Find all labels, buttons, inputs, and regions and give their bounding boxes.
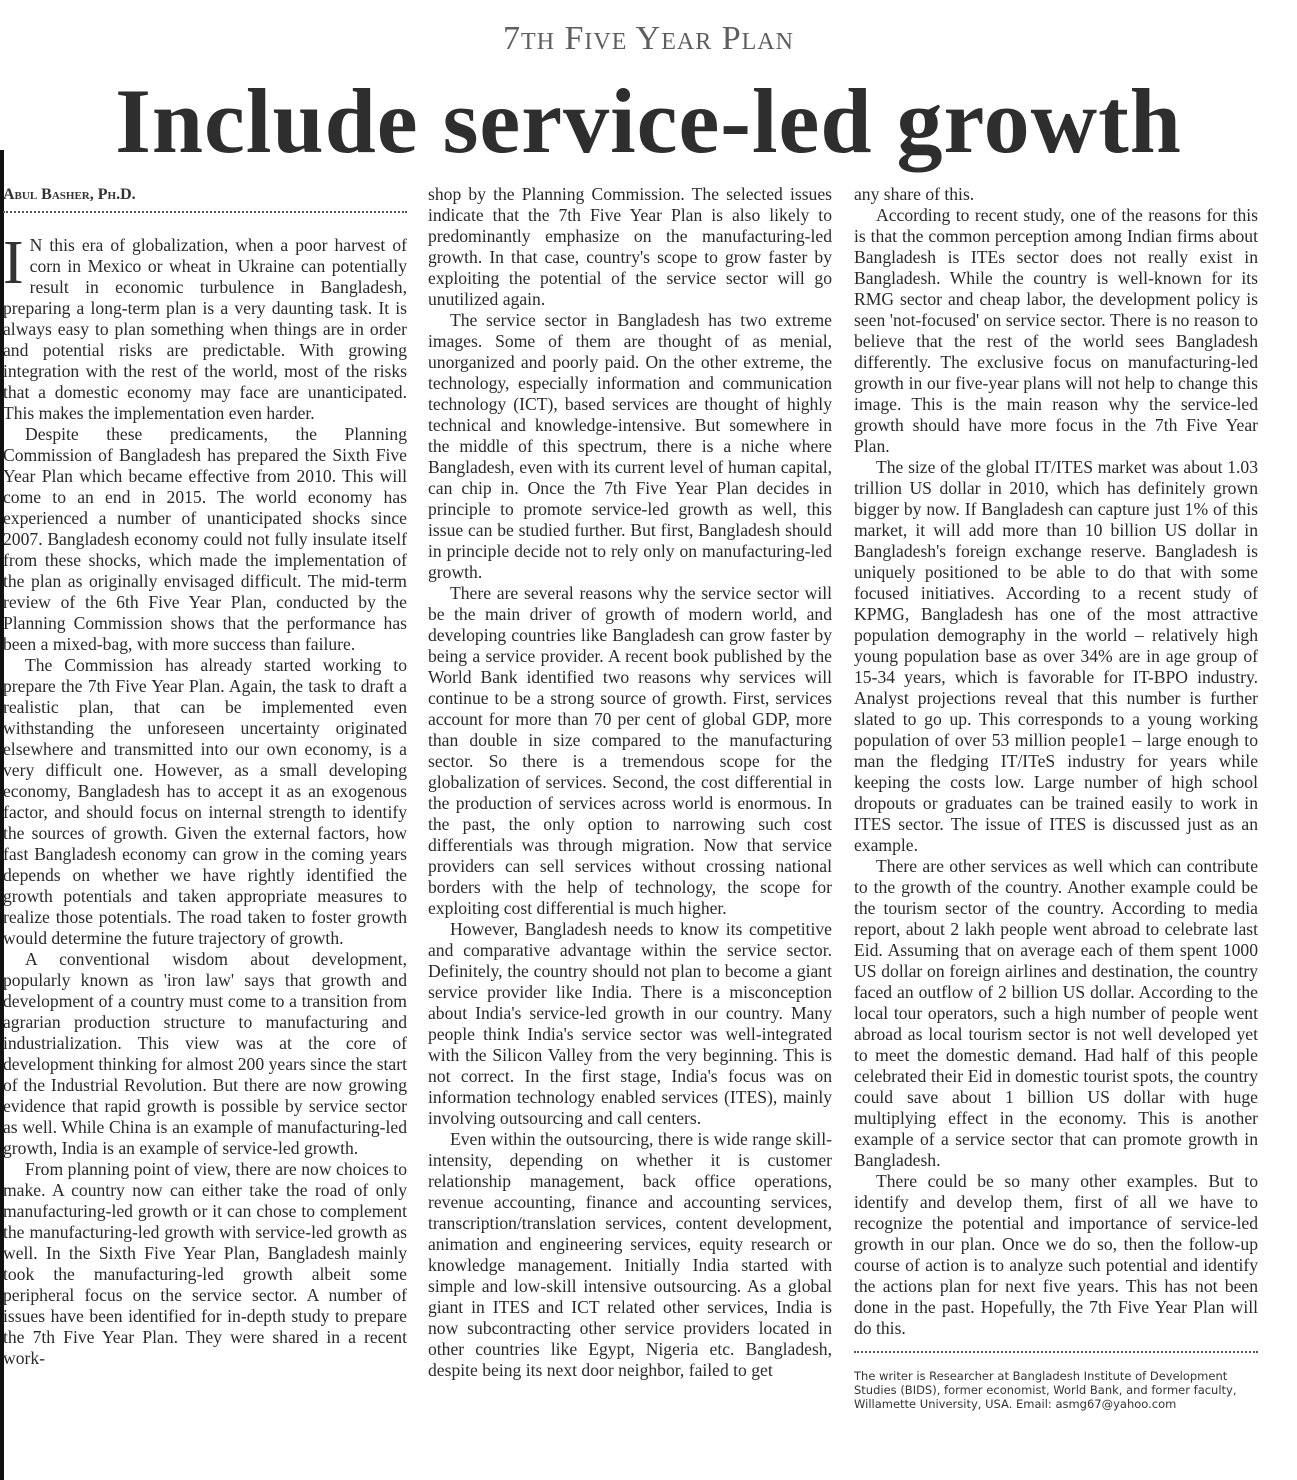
paragraph: There are several reasons why the service sector will be the main driver of growth of modern world, and developing countries like Bangladesh can grow faster by being a service provider. A recent book published by the World Bank identified two reasons why services will continue to be a strong source of growth. First, services account for more than 70 per cent of global GDP, more than double in size compared to the manufacturing sector. So there is a tremendous scope for the globalization of services. Second, the cost differential in the production of services across world is enormous. In the past, the only option to narrowing such cost differentials was through migration. Now that service providers can sell services without crossing national borders with the help of technology, the scope for exploiting cost differential is much higher.: [428, 583, 832, 918]
paragraph: There are other services as well which can contribute to the growth of the country. Another example could be the tourism sector of the country. According to media report, about 2 lakh people went abroad to celebrate last Eid. Assuming that on average each of them spent 1000 US dollar on foreign airlines and destination, the country faced an outflow of 2 billion US dollar. According to the local tour operators, such a high number of people went abroad as local tourism sector is not well developed yet to meet the domestic demand. Had half of this people celebrated their Eid in domestic tourist spots, the country could save about 1 billion US dollar with huge multiplying effect in the economy. This is another example of a service sector that can promote growth in Bangladesh.: [854, 856, 1258, 1170]
article-column-2: [428, 184, 832, 1480]
article-column-3: [854, 184, 1258, 1480]
drop-cap: I: [3, 229, 24, 297]
paragraph-text: N this era of globalization, when a poor harvest of corn in Mexico or wheat in Ukraine can potentially result in economic turbulence in Bangladesh, preparing a long-term plan is a very daunting task. It is always easy to plan something when things are in order and potential risks are predictable. With growing integration with the rest of the world, most of the risks that a domestic economy may face are unanticipated. This makes the implementation even harder.: [3, 235, 407, 423]
paragraph: Despite these predicaments, the Planning Commission of Bangladesh has prepared the Sixth Five Year Plan which became effective from 2010. This will come to an end in 2015. The world economy has experienced a number of unanticipated shocks since 2007. Bangladesh economy could not fully insulate itself from these shocks, which made the implementation of the plan as originally envisaged difficult. The mid-term review of the 6th Five Year Plan, conducted by the Planning Commission shows that the performance has been a mixed-bag, with more success than failure.: [3, 424, 407, 654]
paragraph: The Commission has already started working to prepare the 7th Five Year Plan. Again, the task to draft a realistic plan, that can be implemented even withstanding the unforeseen uncertainty originated elsewhere and transmitted into our own economy, is a very difficult one. However, as a small developing economy, Bangladesh has to accept it as an exogenous factor, and should focus on internal strength to identify the sources of growth. Given the external factors, how fast Bangladesh economy can grow in the coming years depends on whether we have rightly identified the growth potentials and taken appropriate measures to realize those potentials. The road taken to foster growth would determine the future trajectory of growth.: [3, 655, 407, 948]
paragraph: The service sector in Bangladesh has two extreme images. Some of them are thought of as menial, unorganized and poorly paid. On the other extreme, the technology, especially information and communication technology (ICT), based services are thought of highly technical and knowledge-intensive. But somewhere in the middle of this spectrum, there is a niche where Bangladesh, even with its current level of human capital, can chip in. Once the 7th Five Year Plan decides in principle to promote service-led growth as well, this issue can be studied further. But first, Bangladesh should in principle decide not to rely only on manufacturing-led growth.: [428, 310, 832, 582]
headline: Include service-led growth: [115, 70, 1182, 172]
paragraph: Even within the outsourcing, there is wide range skill-intensity, depending on whether it is customer relationship management, back office operations, revenue accounting, finance and accounting services, transcription/translation services, content development, animation and engineering services, equity research or knowledge management. Initially India started with simple and low-skill intensive outsourcing. As a global giant in ITES and ICT related other services, India is now subcontracting other service providers located in other countries like Egypt, Nigeria etc. Bangladesh, despite being its next door neighbor, failed to get: [428, 1129, 832, 1380]
paragraph: any share of this.: [854, 184, 975, 204]
paragraph: The size of the global IT/ITES market was about 1.03 trillion US dollar in 2010, which has definitely grown bigger by now. If Bangladesh can capture just 1% of this market, it will add more than 10 billion US dollar in Bangladesh's foreign exchange reserve. Bangladesh is uniquely positioned to be able to do that with some focused initiatives. According to a recent study of KPMG, Bangladesh has one of the most attractive population demography in the world – relatively high young population base as over 34% are in age group of 15-34 years, which is favorable for IT-BPO industry. Analyst projections reveal that this number is further slated to go up. This corresponds to a young working population of over 53 million people1 – large enough to man the fledging IT/ITeS industry for years while keeping the costs low. Large number of high school dropouts or graduates can be trained easily to work in ITES sector. The issue of ITES is discussed just as an example.: [854, 457, 1258, 855]
article-column-1: [3, 184, 407, 1480]
section-kicker: 7th Five Year Plan: [503, 20, 794, 57]
author-note: The writer is Researcher at Bangladesh Institute of Development Studies (BIDS), former economist, World Bank, and former faculty, Willamette University, USA. Email: asmg67@yahoo.com: [854, 1369, 1237, 1411]
end-divider: [854, 1343, 1258, 1353]
paragraph: [3, 229, 407, 424]
byline: Abul Basher, Ph.D.: [3, 186, 136, 203]
paragraph: According to recent study, one of the reasons for this is that the common perception among Indian firms about Bangladesh is ITEs sector does not really exist in Bangladesh. While the country is well-known for its RMG sector and cheap labor, the development policy is seen 'not-focused' on service sector. There is no reason to believe that the rest of the world sees Bangladesh differently. The exclusive focus on manufacturing-led growth in our five-year plans will not help to change this image. This is the main reason why the service-led growth should have more focus in the 7th Five Year Plan.: [854, 205, 1258, 456]
byline-divider: [3, 205, 407, 213]
paragraph: A conventional wisdom about development, popularly known as 'iron law' says that growth and development of a country must come to a transition from agrarian production structure to manufacturing and industrialization. This view was at the core of development thinking for almost 200 years since the start of the Industrial Revolution. But there are now growing evidence that rapid growth is possible by service sector as well. While China is an example of manufacturing-led growth, India is an example of service-led growth.: [3, 949, 407, 1158]
paragraph: However, Bangladesh needs to know its competitive and comparative advantage within the service sector. Definitely, the country should not plan to become a giant service provider like India. There is a misconception about India's service-led growth in our country. Many people think India's service sector was well-integrated with the Silicon Valley from the very beginning. This is not correct. In the first stage, India's focus was on information technology enabled services (ITES), mainly involving outsourcing and call centers.: [428, 919, 832, 1128]
paragraph: From planning point of view, there are now choices to make. A country now can either take the road of only manufacturing-led growth or it can chose to complement the manufacturing-led growth with service-led growth as well. In the Sixth Five Year Plan, Bangladesh mainly took the manufacturing-led growth albeit some peripheral focus on the service sector. A number of issues have been identified for in-depth study to prepare the 7th Five Year Plan. They were shared in a recent work-: [3, 1159, 407, 1368]
paragraph: shop by the Planning Commission. The selected issues indicate that the 7th Five Year Plan is also likely to predominantly emphasize on the manufacturing-led growth. In that case, country's scope to grow faster by exploiting the potential of the service sector will go unutilized again.: [428, 184, 832, 309]
paragraph: There could be so many other examples. But to identify and develop them, first of all we have to recognize the potential and importance of service-led growth in our plan. Once we do so, then the follow-up course of action is to analyze such potential and identify the actions plan for next five years. This has not been done in the past. Hopefully, the 7th Five Year Plan will do this.: [854, 1171, 1258, 1338]
